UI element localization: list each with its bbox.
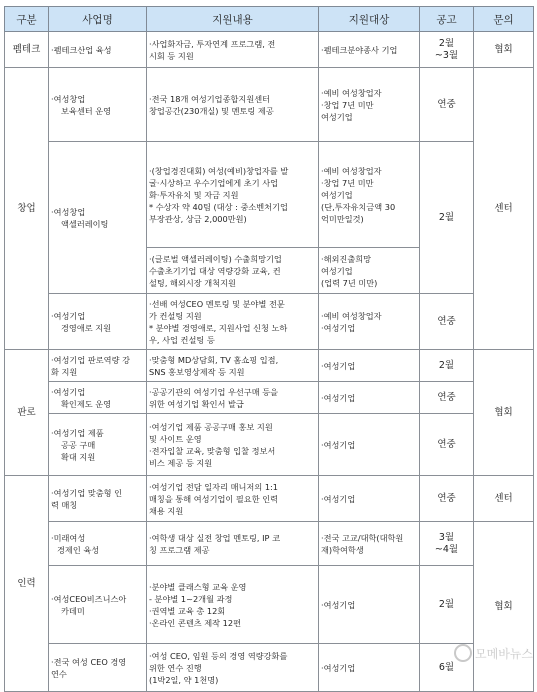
watermark: [454, 644, 533, 662]
header-contact: 문의: [474, 7, 534, 32]
support-content-cell: ·여성기업 전담 일자리 매니저의 1:1 매칭을 통해 여성기업이 필요한 인력 채용 지원: [147, 476, 319, 522]
program-name-cell: ·여성기업 판로역량 강 화 지원: [49, 350, 147, 382]
program-name-cell: ·여성기업 경영애로 지원: [49, 294, 147, 350]
table-row: [5, 414, 534, 476]
table-row: [5, 68, 534, 142]
support-content-cell: ·전국 18개 여성기업종합지원센터 창업공간(230개실) 및 멘토링 제공: [147, 68, 319, 142]
support-content-cell: ·(글로벌 액셀러레이팅) 수출희망기업 수출초기기업 대상 역량강화 교육, 컨 설팅, 해외시장 개척지원: [147, 248, 319, 294]
support-programs-table: [4, 6, 534, 692]
target-cell: ·여성기업: [319, 350, 420, 382]
watermark-text: 모메바뉴스: [475, 647, 533, 661]
target-cell: ·여성기업: [319, 566, 420, 644]
table-row: [5, 382, 534, 414]
program-name-cell: ·펨테크산업 육성: [49, 32, 147, 68]
notice-cell: 연중: [420, 414, 474, 476]
target-cell: ·펨테크분야종사 기업: [319, 32, 420, 68]
header-target: 지원대상: [319, 7, 420, 32]
program-name-cell: ·여성CEO비즈니스아 카데미: [49, 566, 147, 644]
support-content-cell: ·(창업경진대회) 여성(예비)창업자를 발 굴·시상하고 우수기업에게 초기 사업 화·투자유치 및 자금 지원 * 수상자 약 40팀 (대상 : 중소벤처기업 부장관상, 상금 2,000만원): [147, 142, 319, 248]
contact-cell: 센터: [474, 68, 534, 350]
target-cell: ·여성기업: [319, 414, 420, 476]
notice-cell: 2월: [420, 566, 474, 644]
target-cell: ·여성기업: [319, 644, 420, 692]
news-logo-icon: [454, 644, 472, 662]
category-cell: 펨테크: [5, 32, 49, 68]
target-cell: ·예비 여성창업자 ·창업 7년 미만 여성기업 (단,투자유치금액 30 억미만일것): [319, 142, 420, 248]
contact-cell: 협회: [474, 350, 534, 476]
header-category: 구분: [5, 7, 49, 32]
notice-cell: 3월 ~4월: [420, 522, 474, 566]
target-cell: ·전국 고교/대학(대학원 재)학여학생: [319, 522, 420, 566]
table-row: [5, 350, 534, 382]
header-notice: 공고: [420, 7, 474, 32]
category-cell: 판로: [5, 350, 49, 476]
notice-cell: 2월: [420, 350, 474, 382]
support-content-cell: ·선배 여성CEO 멘토링 및 분야별 전문 가 컨설팅 지원 * 분야별 경영애로, 지원사업 신청 노하 우, 사업 컨설팅 등: [147, 294, 319, 350]
notice-cell: 연중: [420, 382, 474, 414]
contact-cell: 협회: [474, 522, 534, 692]
support-content-cell: ·분야별 클래스형 교육 운영 - 분야별 1~2개월 과정 ·권역별 교육 총 12회 ·온라인 콘텐츠 제작 12편: [147, 566, 319, 644]
target-cell: ·예비 여성창업자 ·창업 7년 미만 여성기업: [319, 68, 420, 142]
program-name-cell: ·여성기업 확인제도 운영: [49, 382, 147, 414]
target-cell: ·여성기업: [319, 476, 420, 522]
support-content-cell: ·여성 CEO, 임원 등의 경영 역량강화를 위한 연수 진행 (1박2일, 약 1천명): [147, 644, 319, 692]
notice-cell: 2월: [420, 142, 474, 294]
support-content-cell: ·맞춤형 MD상담회, TV 홈쇼핑 입점, SNS 홍보영상제작 등 지원: [147, 350, 319, 382]
notice-cell: 연중: [420, 68, 474, 142]
program-name-cell: ·전국 여성 CEO 경영 연수: [49, 644, 147, 692]
target-cell: ·여성기업: [319, 382, 420, 414]
notice-cell: 연중: [420, 294, 474, 350]
header-support-content: 지원내용: [147, 7, 319, 32]
notice-cell: 2월 ~3월: [420, 32, 474, 68]
table-row: [5, 142, 534, 248]
program-name-cell: ·여성기업 맞춤형 인 력 매칭: [49, 476, 147, 522]
category-cell: 인력: [5, 476, 49, 692]
notice-cell: 6월: [420, 644, 474, 692]
support-content-cell: ·사업화자금, 투자연계 프로그램, 전 시회 등 지원: [147, 32, 319, 68]
table-row: [5, 294, 534, 350]
header-program-name: 사업명: [49, 7, 147, 32]
support-content-cell: ·여성기업 제품 공공구매 홍보 지원 및 사이트 운영 ·전자입찰 교육, 맞춤형 입찰 정보서 비스 제공 등 지원: [147, 414, 319, 476]
notice-cell: 연중: [420, 476, 474, 522]
target-cell: ·해외진출희망 여성기업 (업력 7년 미만): [319, 248, 420, 294]
category-cell: 창업: [5, 68, 49, 350]
contact-cell: 센터: [474, 476, 534, 522]
program-name-cell: ·미래여성 경제인 육성: [49, 522, 147, 566]
program-name-cell: ·여성창업 액셀러레이팅: [49, 142, 147, 294]
target-cell: ·예비 여성창업자 ·여성기업: [319, 294, 420, 350]
table-row: [5, 32, 534, 68]
program-name-cell: ·여성기업 제품 공공 구매 확대 지원: [49, 414, 147, 476]
contact-cell: 협회: [474, 32, 534, 68]
table-header-row: [5, 7, 534, 32]
support-content-cell: ·공공기관의 여성기업 우선구매 등을 위한 여성기업 확인서 발급: [147, 382, 319, 414]
program-name-cell: ·여성창업 보육센터 운영: [49, 68, 147, 142]
support-content-cell: ·여학생 대상 실전 창업 멘토링, IP 코 칭 프로그램 제공: [147, 522, 319, 566]
table-row: [5, 522, 534, 566]
table-row: [5, 476, 534, 522]
table-row: [5, 566, 534, 644]
